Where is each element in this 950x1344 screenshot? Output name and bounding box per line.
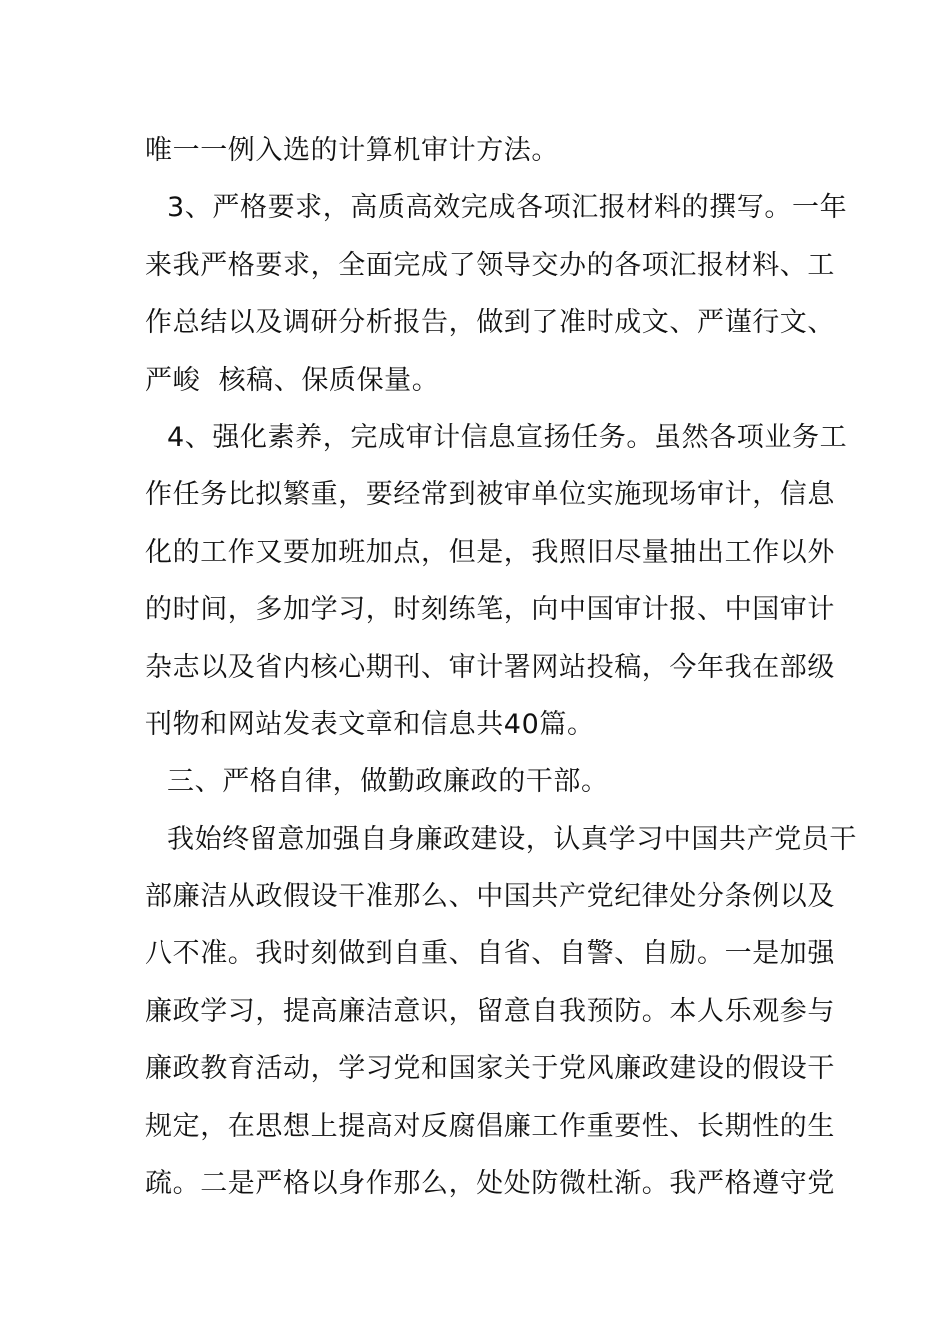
text-line: 我始终留意加强自身廉政建设，认真学习中国共产党员干 xyxy=(167,823,857,855)
text-line: 作总结以及调研分析报告，做到了准时成文、严谨行文、 xyxy=(145,307,835,339)
text-line: 廉政学习，提高廉洁意识，留意自我预防。本人乐观参与 xyxy=(145,995,835,1027)
text-line: 严峻 核稿、保质保量。 xyxy=(145,364,440,396)
section-heading: 三、严格自律，做勤政廉政的干部。 xyxy=(167,766,609,798)
text-line: 八不准。我时刻做到自重、自省、自警、自励。一是加强 xyxy=(145,938,835,970)
text-line: 的时间，多加学习，时刻练笔，向中国审计报、中国审计 xyxy=(145,594,835,626)
text-line: 4、强化素养，完成审计信息宣扬任务。虽然各项业务工 xyxy=(167,421,848,453)
text-line: 廉政教育活动，学习党和国家关于党风廉政建设的假设干 xyxy=(145,1053,835,1085)
text-line: 来我严格要求，全面完成了领导交办的各项汇报材料、工 xyxy=(145,249,835,281)
text-line: 化的工作又要加班加点，但是，我照旧尽量抽出工作以外 xyxy=(145,536,835,568)
document-body xyxy=(145,122,857,1212)
text-line: 部廉洁从政假设干准那么、中国共产党纪律处分条例以及 xyxy=(145,881,835,913)
text-line: 疏。二是严格以身作那么，处处防微杜渐。我严格遵守党 xyxy=(145,1168,835,1200)
text-line: 作任务比拟繁重，要经常到被审单位实施现场审计，信息 xyxy=(145,479,835,511)
text-line: 规定，在思想上提高对反腐倡廉工作重要性、长期性的生 xyxy=(145,1110,835,1142)
text-line: 3、严格要求，高质高效完成各项汇报材料的撰写。一年 xyxy=(167,192,848,224)
text-line: 唯一一例入选的计算机审计方法。 xyxy=(145,135,559,166)
text-line: 杂志以及省内核心期刊、审计署网站投稿，今年我在部级 xyxy=(145,651,835,683)
text-line: 刊物和网站发表文章和信息共40篇。 xyxy=(145,708,595,740)
